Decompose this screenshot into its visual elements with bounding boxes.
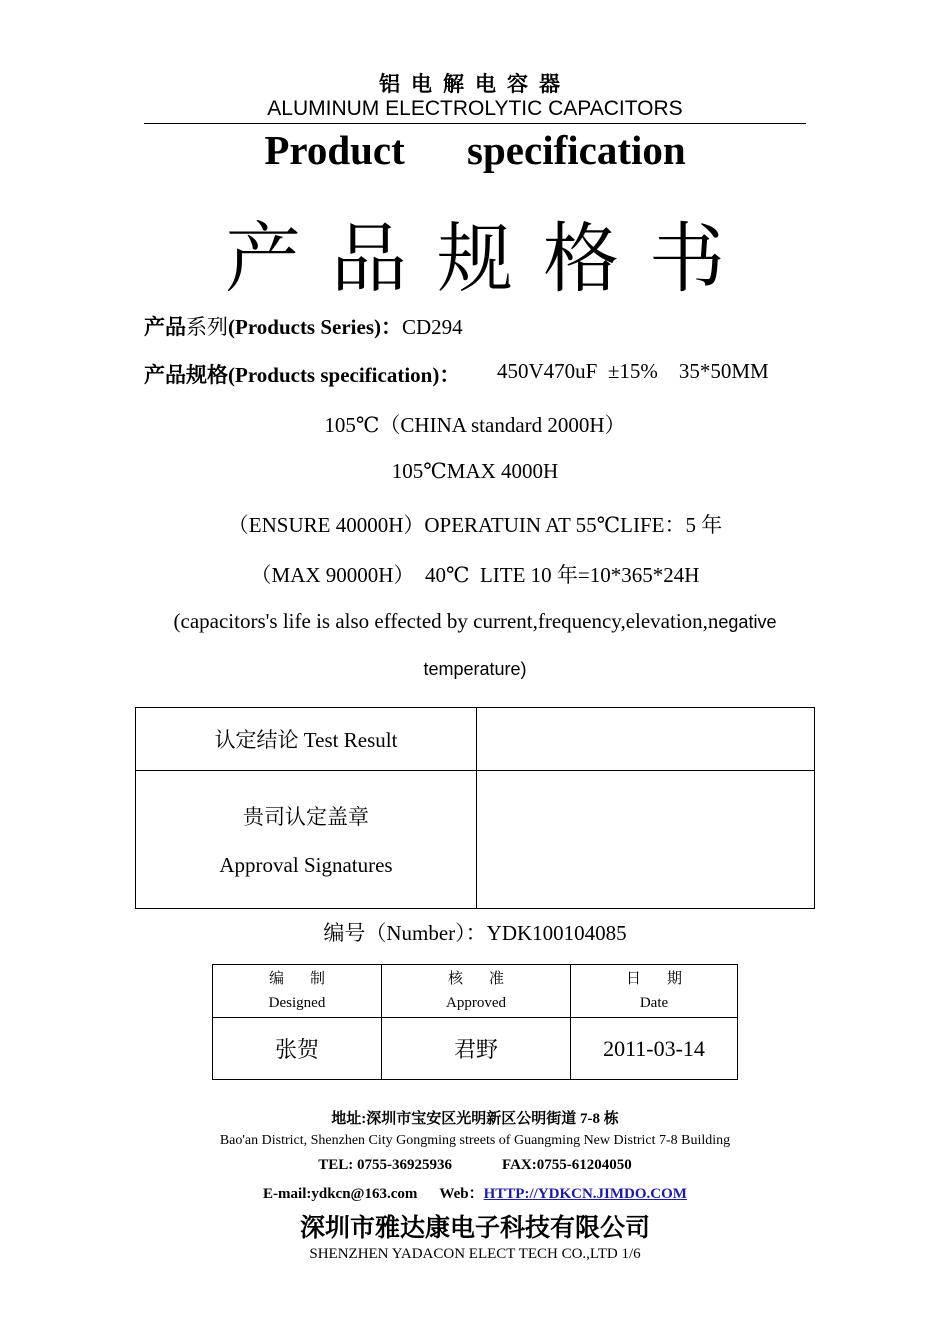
series-separator: ： (381, 315, 402, 339)
footer-company-name-en: SHENZHEN YADACON ELECT TECH CO.,LTD 1/6 (309, 1246, 641, 1262)
life-note-text-end: egative (718, 612, 777, 632)
life-note-line (0, 609, 950, 634)
document-title-english: Product specification (264, 127, 686, 173)
footer-company-name-cn: 深圳市雅达康电子科技有限公司 (299, 1213, 650, 1242)
series-label-cn-bold: 产品 (144, 315, 186, 339)
series-label-en: (Products Series) (228, 315, 381, 339)
approved-header (382, 965, 571, 1018)
spec-label: 产品规格(Products specification) (144, 363, 440, 387)
products-series-line (144, 311, 463, 341)
footer-email: E-mail:ydkcn@163.com (263, 1186, 418, 1202)
designed-header (213, 965, 382, 1018)
temperature-standard-line: 105℃（CHINA standard 2000H） (324, 413, 626, 437)
ensure-life-line: （ENSURE 40000H）OPERATUIN AT 55℃LIFE：5 年 (227, 513, 723, 537)
test-result-value (477, 708, 815, 771)
footer-contact-web (0, 1182, 950, 1203)
document-number: 编号（Number）：YDK100104085 (323, 921, 627, 945)
series-label-cn: 系列 (186, 315, 228, 339)
test-result-label: 认定结论 Test Result (136, 708, 477, 771)
approver-name: 君野 (382, 1018, 571, 1080)
test-result-table (135, 707, 815, 909)
designed-header-en: Designed (268, 995, 326, 1011)
approved-header-cn: 核准 (447, 971, 530, 987)
signature-table (212, 964, 738, 1080)
header-chinese-title: 铝电解电容器 (379, 73, 571, 96)
date-header-en: Date (639, 995, 669, 1011)
signature-date: 2011-03-14 (571, 1018, 738, 1080)
designed-header-cn: 编制 (268, 971, 351, 987)
header-english-title: ALUMINUM ELECTROLYTIC CAPACITORS (267, 97, 683, 120)
series-value: CD294 (402, 315, 463, 339)
life-note-continuation: temperature) (423, 659, 527, 679)
life-note-text: (capacitors's life is also effected by current,frequency,elevation,n (173, 609, 719, 633)
signature-header-row (213, 965, 738, 1018)
designer-name: 张贺 (213, 1018, 382, 1080)
approved-header-en: Approved (446, 995, 506, 1011)
approval-label-cn: 贵司认定盖章 (243, 805, 369, 829)
footer-address-cn: 地址:深圳市宝安区光明新区公明街道 7-8 栋 (331, 1111, 619, 1127)
footer-contact-phone (0, 1157, 950, 1174)
signature-value-row (213, 1018, 738, 1080)
spec-separator: ： (439, 363, 461, 387)
footer-web-link[interactable]: HTTP://YDKCN.JIMDO.COM (483, 1186, 687, 1202)
approval-row (136, 771, 815, 909)
footer-tel: TEL: 0755-36925936 (318, 1157, 453, 1173)
header-divider (144, 123, 806, 124)
date-header-cn: 日期 (625, 971, 708, 987)
products-spec-line (144, 359, 806, 389)
footer-web-label: Web： (439, 1186, 484, 1202)
footer-fax: FAX:0755-61204050 (502, 1157, 632, 1173)
temperature-max-line: 105℃MAX 4000H (391, 459, 559, 483)
approval-label (136, 771, 477, 909)
approval-label-en: Approval Signatures (219, 853, 393, 877)
date-header (571, 965, 738, 1018)
document-title-chinese: 产品规格书 (225, 217, 755, 302)
footer-address-en: Bao'an District, Shenzhen City Gongming streets of Guangming New District 7-8 Building (219, 1133, 731, 1148)
spec-value: 450V470uF ±15% 35*50MM (497, 359, 769, 383)
approval-signature-area (477, 771, 815, 909)
test-result-row (136, 708, 815, 771)
max-life-line: （MAX 90000H） 40℃ LITE 10 年=10*365*24H (250, 563, 700, 587)
